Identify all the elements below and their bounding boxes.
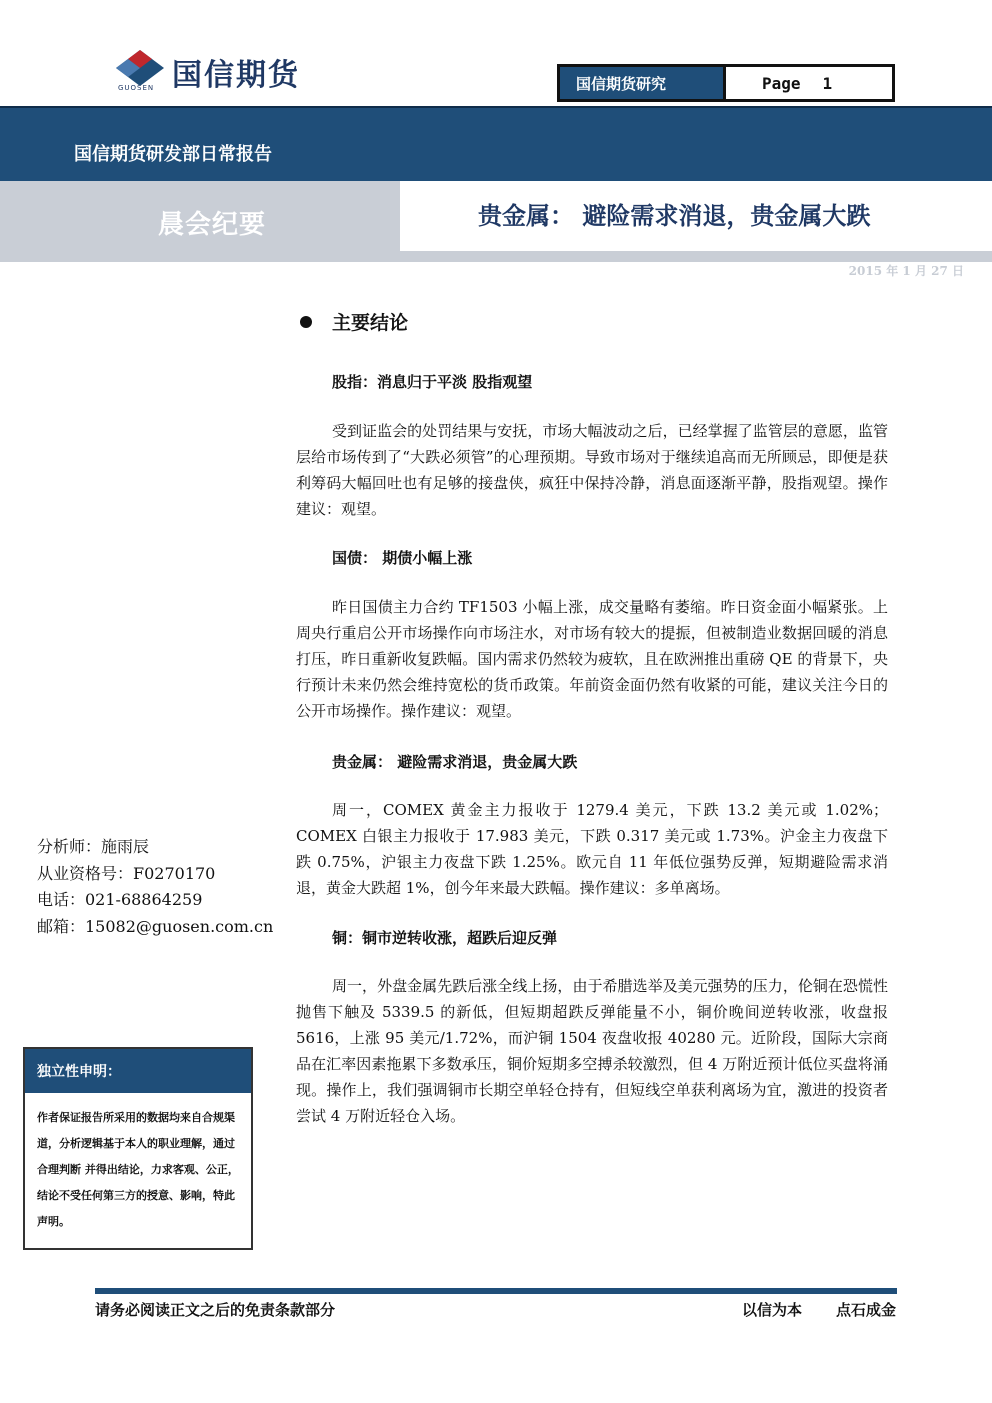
footer-divider	[95, 1288, 897, 1294]
section-body-bond: 昨日国债主力合约 TF1503 小幅上涨，成交量略有萎缩。昨日资金面小幅紧张。上周央行重启公开市场操作向市场注水，对市场有较大的提振，但被制造业数据回暖的消息打压，昨日重新收复跌幅。国内需求仍然较为疲软，且在欧洲推出重磅 QE 的背景下，央行预计未来仍然会维持宽松的货币政策。年前资金面仍然有收紧的可能，建议关注今日的公开市场操作。操作建议：观望。	[296, 598, 888, 720]
analyst-name: 分析师：施雨辰	[37, 837, 150, 856]
page-number: 1	[822, 73, 833, 93]
page-indicator	[557, 64, 895, 102]
main-heading-text: 主要结论	[332, 312, 409, 334]
analyst-info	[37, 834, 273, 940]
logo-sub: GUOSEN	[118, 84, 155, 92]
independence-statement	[23, 1047, 253, 1250]
section-title: 晨会纪要	[158, 210, 267, 240]
analyst-email: 邮箱：15082@guosen.com.cn	[37, 916, 274, 936]
page-number-box	[726, 67, 892, 99]
analyst-license: 从业资格号：F0270170	[37, 863, 216, 883]
logo-name: 国信期货	[172, 58, 300, 93]
footer-slogan	[742, 1299, 896, 1320]
report-headline: 贵金属： 避险需求消退，贵金属大跌	[478, 201, 871, 230]
main-heading	[300, 308, 408, 335]
section-body-index: 受到证监会的处罚结果与安抚，市场大幅波动之后，已经掌握了监管层的意愿，监管层给市场传到了“大跌必须管”的心理预期。导致市场对于继续追高而无所顾忌，即便是获利筹码大幅回吐也有足够的接盘侠，疯狂中保持冷静，消息面逐渐平静，股指观望。操作建议：观望。	[296, 422, 888, 518]
section-subtitle-precious-metals: 贵金属： 避险需求消退，贵金属大跌	[332, 753, 578, 771]
statement-body: 作者保证报告所采用的数据均来自合规渠道，分析逻辑基于本人的职业理解，通过合理判断 并得出结论，力求客观、公正，结论不受任何第三方的授意、影响，特此声明。	[37, 1111, 239, 1228]
research-label: 国信期货研究	[560, 67, 726, 99]
slogan-1: 以信为本	[741, 1301, 802, 1319]
section-body-precious-metals: 周一，COMEX 黄金主力报收于 1279.4 美元，下跌 13.2 美元或 1.02%；COMEX 白银主力报收于 17.983 美元，下跌 0.317 美元或 1.73%。沪金主力夜盘下跌 0.75%，沪银主力夜盘下跌 1.25%。欧元自 11 年低位强势反弹，短期避险需求消退，黄金大跌超 1%，创今年来最大跌幅。操作建议：多单离场。	[296, 801, 888, 897]
bullet-icon	[300, 316, 312, 328]
report-type-title: 国信期货研发部日常报告	[74, 144, 272, 165]
report-date: 2015 年 1 月 27 日	[848, 264, 964, 278]
footer-disclaimer-note: 请务必阅读正文之后的免责条款部分	[95, 1301, 336, 1319]
analyst-phone: 电话：021-68864259	[37, 890, 203, 909]
statement-title: 独立性申明：	[25, 1049, 251, 1093]
section-subtitle-bond: 国债： 期债小幅上涨	[332, 549, 473, 567]
section-body-copper: 周一，外盘金属先跌后涨全线上扬，由于希腊选举及美元强势的压力，伦铜在恐慌性抛售下触及 5339.5 的新低，但短期超跌反弹能量不小，铜价晚间逆转收涨，收盘报 5616，上涨 95 美元/1.72%，而沪铜 1504 夜盘收报 40280 元。近阶段，国际大宗商品在汇率因素拖累下多数承压，铜价短期多空搏杀较激烈，但 4 万附近预计低位买盘将涌现。操作上，我们强调铜市长期空单轻仓持有，但短线空单获利离场为宜，激进的投资者尝试 4 万附近轻仓入场。	[296, 977, 888, 1125]
page-label: Page	[762, 73, 801, 93]
slogan-2: 点石成金	[835, 1301, 896, 1319]
section-subtitle-index: 股指：消息归于平淡 股指观望	[332, 373, 533, 391]
section-subtitle-copper: 铜：铜市逆转收涨，超跌后迎反弹	[332, 929, 558, 947]
